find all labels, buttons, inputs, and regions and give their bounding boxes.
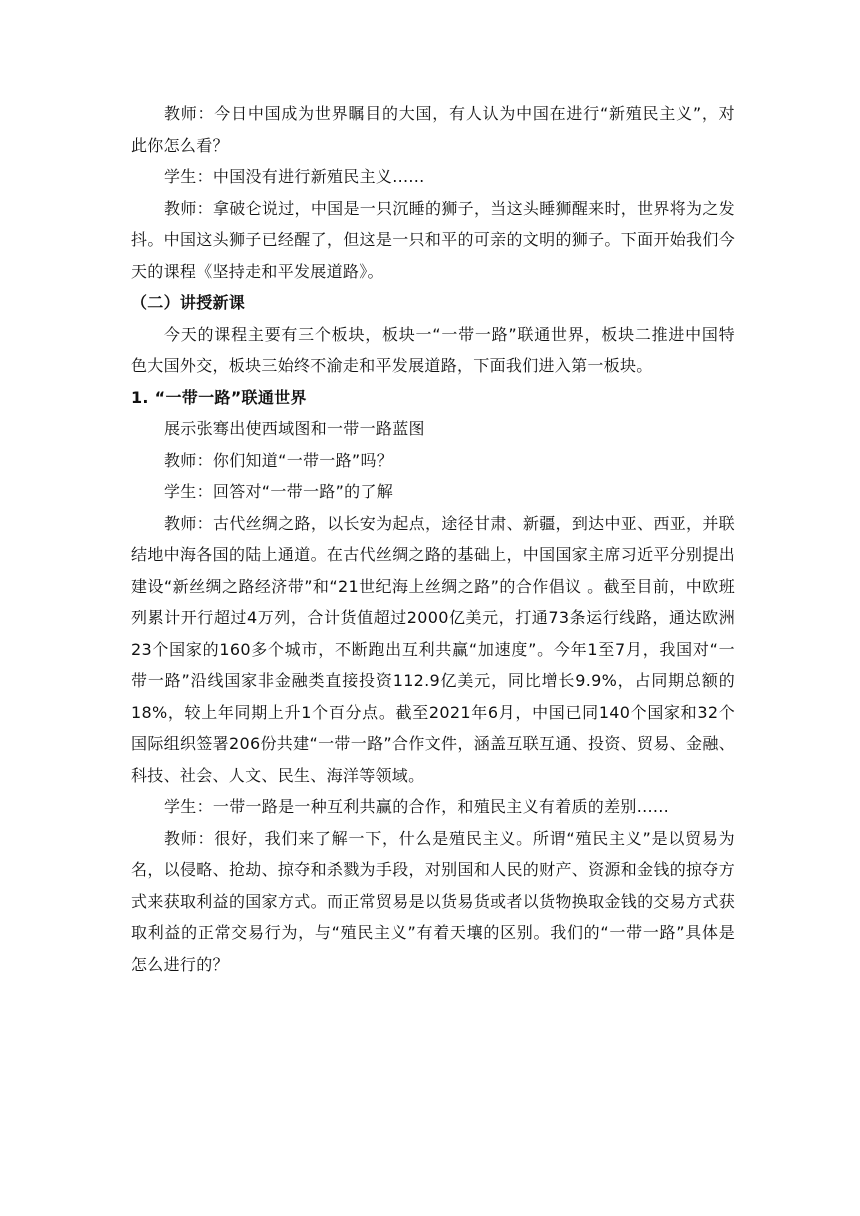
document-body <box>131 98 735 980</box>
paragraph-student-reply-1: 学生：中国没有进行新殖民主义...... <box>164 167 425 186</box>
paragraph-show-maps: 展示张骞出使西域图和一带一路蓝图 <box>164 419 425 438</box>
paragraph-teacher-napoleon: 教师：拿破仑说过，中国是一只沉睡的狮子，当这头睡狮醒来时，世界将为之发抖。中国这头狮子已经醒了，但这是一只和平的可亲的文明的狮子。下面开始我们今天的课程《坚持走和平发展道路》。 <box>131 198 735 281</box>
paragraph-lesson-overview: 今天的课程主要有三个板块，板块一“一带一路”联通世界，板块二推进中国特色大国外交，板块三始终不渝走和平发展道路，下面我们进入第一板块。 <box>131 324 735 375</box>
paragraph-teacher-intro: 教师：今日中国成为世界瞩目的大国，有人认为中国在进行“新殖民主义”，对此你怎么看？ <box>131 104 735 155</box>
section-heading-new-lesson: （二）讲授新课 <box>131 293 246 312</box>
paragraph-teacher-question: 教师：你们知道“一带一路”吗？ <box>164 450 394 470</box>
subsection-heading-belt-road: 1. “一带一路”联通世界 <box>131 387 307 407</box>
paragraph-teacher-silk-road: 教师：古代丝绸之路，以长安为起点，途径甘肃、新疆，到达中亚、西亚，并联结地中海各国的陆上通道。在古代丝绸之路的基础上，中国国家主席习近平分别提出建设“新丝绸之路经济带”和“21世纪海上丝绸之路”的合作倡议 。截至目前，中欧班列累计开行超过4万列，合计货值超过2000亿美元，打通73条运行线路，通达欧洲23个国家的160多个城市，不断跑出互利共赢“加速度”。今年1至7月，我国对“一带一路”沿线国家非金融类直接投资112.9亿美元，同比增长9.9%，占同期总额的18%，较上年同期上升1个百分点。截至2021年6月，中国已同140个国家和32个国际组织签署206份共建“一带一路”合作文件，涵盖互联互通、投资、贸易、金融、科技、社会、人文、民生、海洋等领域。 <box>131 513 735 785</box>
paragraph-teacher-colonialism: 教师：很好，我们来了解一下，什么是殖民主义。所谓“殖民主义”是以贸易为名，以侵略、抢劫、掠夺和杀戮为手段，对别国和人民的财产、资源和金钱的掠夺方式来获取利益的国家方式。而正常贸易是以货易货或者以货物换取金钱的交易方式获取利益的正常交易行为，与“殖民主义”有着天壤的区别。我们的“一带一路”具体是怎么进行的？ <box>131 828 735 974</box>
paragraph-student-reply-2: 学生：回答对“一带一路”的了解 <box>164 482 394 501</box>
paragraph-student-reply-3: 学生：一带一路是一种互利共赢的合作，和殖民主义有着质的差别...... <box>164 797 670 816</box>
